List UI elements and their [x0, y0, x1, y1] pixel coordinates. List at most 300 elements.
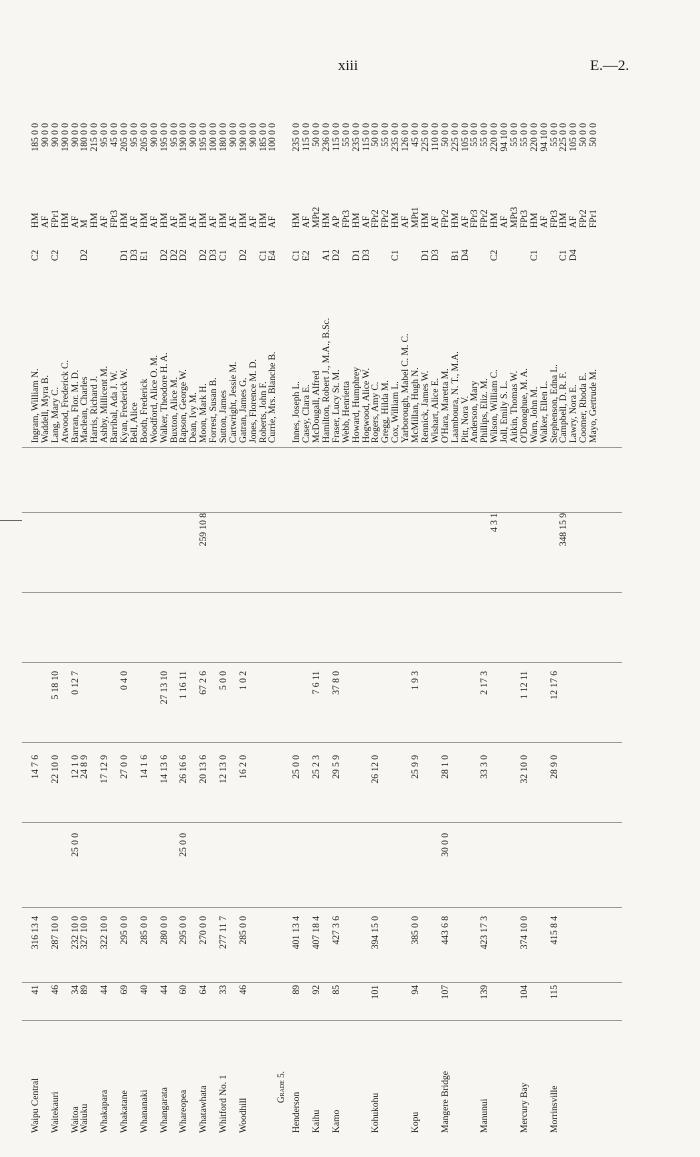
position-class: FPt3 [549, 210, 560, 228]
school-name: Whakapara [100, 1089, 111, 1133]
salary: 55 0 0 [549, 123, 560, 147]
position-class: AF [169, 215, 180, 228]
page-number: xiii [338, 58, 359, 74]
grade-code: D2 [199, 249, 210, 261]
salary: 180 0 0 [80, 123, 91, 152]
amount-c: 26 16 6 [179, 755, 190, 784]
amount-a: 322 10 0 [100, 916, 111, 950]
salary: 115 0 0 [361, 123, 372, 152]
position-class: AP [331, 215, 342, 228]
teacher-name: Campbell, D. R. F. [559, 371, 570, 443]
teacher-name: Innes, Joseph L. [292, 381, 303, 443]
school-name: Mercury Bay [519, 1082, 530, 1133]
amount-c: 17 12 9 [100, 755, 111, 784]
roll-number: 85 [331, 985, 342, 995]
amount-c: 12 1 0 [70, 755, 81, 779]
school-name: Whangarata [159, 1087, 170, 1133]
salary: 115 0 0 [302, 123, 313, 152]
amount-a: 407 18 4 [312, 916, 323, 950]
amount-d: 1 12 11 [519, 671, 530, 700]
roll-number: 46 [238, 985, 249, 995]
grade-code: D1 [351, 249, 362, 261]
position-class: AF [100, 215, 111, 228]
position-class: HM [450, 212, 461, 228]
salary: 205 0 0 [139, 123, 150, 152]
amount-a: 327 10 0 [80, 916, 91, 950]
teacher-name: Buxton, Alice M. [169, 377, 180, 443]
grade-code: D3 [430, 249, 441, 261]
amount-a: 443 6 8 [440, 916, 451, 945]
salary: 235 0 0 [391, 123, 402, 152]
position-class: AF [361, 215, 372, 228]
position-class: AF [539, 215, 550, 228]
carried-amount: 4 3 1 [490, 513, 501, 532]
grade-code: E4 [268, 250, 279, 261]
salary: 45 0 0 [411, 123, 422, 147]
position-class: HM [159, 212, 170, 228]
salary: 220 0 0 [490, 123, 501, 152]
teacher-name: Ingram, William N. [31, 368, 41, 443]
salary: 236 0 0 [322, 123, 332, 152]
roll-number: 139 [480, 985, 491, 1000]
roll-number: 104 [519, 985, 530, 1000]
teacher-name: Pitt, Nora V. [460, 395, 471, 443]
teacher-name: Maclean, Charles [80, 376, 91, 443]
teacher-name: Bell, Alice [129, 402, 140, 443]
grade-code: D3 [129, 249, 140, 261]
teacher-name: Walker, Theodore H. A. [159, 352, 170, 443]
teacher-name: Woodford, Alice O. M. [149, 355, 160, 443]
position-class: HM [529, 212, 540, 228]
grade-code: D2 [169, 249, 180, 261]
teacher-name: McMillan, Hugh N. [411, 367, 422, 443]
amount-d: 0 4 0 [120, 671, 131, 690]
salary: 190 0 0 [238, 123, 249, 152]
column-rule [22, 592, 622, 593]
salary: 90 0 0 [149, 123, 160, 147]
salary: 90 0 0 [50, 123, 61, 147]
teacher-name: O'Hara, Maretta M. [440, 368, 451, 443]
document-reference: E.—2. [590, 58, 630, 74]
roll-number: 89 [80, 985, 91, 995]
teacher-name: Lawry, Nora E. [569, 384, 580, 443]
salary: 55 0 0 [381, 123, 392, 147]
teacher-name: Currie, Mrs. Blanche B. [268, 351, 279, 443]
teacher-name: Rogers, Amy C. [371, 381, 382, 443]
amount-a: 295 0 0 [179, 916, 190, 945]
grade-code: C2 [50, 249, 61, 261]
position-class: HM [420, 212, 431, 228]
salary: 185 0 0 [31, 123, 41, 152]
salary: 180 0 0 [218, 123, 229, 152]
grade-code: E2 [302, 250, 313, 261]
carried-amount: 259 10 8 [199, 513, 210, 547]
teacher-name: Sutton, James [218, 390, 229, 443]
teacher-name: Stephenson, Edna L. [549, 364, 560, 443]
position-class: FPr2 [371, 209, 382, 228]
position-class: FPr3 [470, 209, 481, 228]
teacher-name: Moon, Mark H. [199, 383, 210, 443]
school-name: Henderson [292, 1091, 303, 1133]
grade-code: D4 [460, 249, 471, 261]
amount-d: 1 0 2 [238, 671, 249, 690]
amount-a: 285 0 0 [139, 916, 150, 945]
amount-d: 5 0 0 [218, 671, 229, 690]
grade-code: C1 [292, 249, 303, 261]
column-rule [22, 447, 622, 448]
teacher-name: Gregg, Hilda M. [381, 380, 392, 443]
position-class: HM [490, 212, 501, 228]
school-name: Mangere Bridge [440, 1071, 451, 1133]
teacher-name: Joll, Emily S. L. [500, 380, 511, 443]
salary: 235 0 0 [351, 123, 362, 152]
salary: 50 0 0 [440, 123, 451, 147]
school-name: Waipu Central [31, 1078, 41, 1133]
teacher-name: Laamboura, N. T., M.A. [450, 351, 461, 443]
teacher-name: Wishart, Alice E. [430, 377, 441, 443]
grade-code: C1 [258, 249, 269, 261]
teacher-name: Howard, Humphrey [351, 367, 362, 443]
position-class: AF [129, 215, 140, 228]
position-class: HM [120, 212, 131, 228]
table-row [265, 93, 281, 1133]
amount-a: 401 13 4 [292, 916, 303, 950]
position-class: HM [139, 212, 150, 228]
roll-number: 46 [50, 985, 61, 995]
salary: 205 0 0 [120, 123, 131, 152]
teacher-name: Forrest, Susan B. [209, 377, 220, 443]
amount-a: 415 8 4 [549, 916, 560, 945]
roll-number: 101 [371, 985, 382, 1000]
salary: 50 0 0 [589, 123, 600, 147]
grade-code: C2 [490, 249, 501, 261]
teacher-name: Rapson, George W. [179, 369, 190, 443]
salary: 94 10 0 [500, 123, 511, 152]
teacher-name: Harris, Richard J. [90, 375, 101, 443]
school-name: Manunui [480, 1098, 491, 1133]
teacher-name: Atwood, Frederick C. [60, 360, 71, 443]
position-class: HM [179, 212, 190, 228]
position-class: FPt3 [110, 210, 121, 228]
school-name: Waitoa [70, 1106, 81, 1133]
position-class: FPr2 [381, 209, 392, 228]
roll-number: 69 [120, 985, 131, 995]
amount-c: 14 1 6 [139, 755, 150, 779]
position-class: AF [500, 215, 511, 228]
salary: 50 0 0 [312, 123, 323, 147]
position-class: AF [268, 215, 279, 228]
teacher-name: Webb, Henrietta [341, 380, 352, 443]
position-class: HM [351, 212, 362, 228]
amount-a: 427 3 6 [331, 916, 342, 945]
position-class: AF [401, 215, 412, 228]
roll-number: 115 [549, 985, 560, 999]
salary: 235 0 0 [292, 123, 303, 152]
teacher-name: Casey, Clara E. [302, 384, 313, 443]
teacher-name: O'Donoghue, M. A. [519, 368, 530, 443]
position-class: HM [559, 212, 570, 228]
salary: 55 0 0 [480, 123, 491, 147]
amount-c: 28 9 0 [549, 755, 560, 779]
amount-c: 12 13 0 [218, 755, 229, 784]
teacher-name: Wilson, William C. [490, 369, 501, 443]
salary: 225 0 0 [559, 123, 570, 152]
roll-number: 94 [411, 985, 422, 995]
amount-c: 25 9 9 [411, 755, 422, 779]
roll-number: 44 [159, 985, 170, 995]
teacher-name: Gatran, James G. [238, 377, 249, 443]
grade-code: D2 [331, 249, 342, 261]
amount-a: 423 17 3 [480, 916, 491, 950]
grade-code: D4 [569, 249, 580, 261]
amount-d: 0 12 7 [70, 671, 81, 695]
salary: 195 0 0 [199, 123, 210, 152]
teacher-name: Hogwood, Alice W. [361, 368, 372, 443]
grade-code: D3 [209, 249, 220, 261]
teacher-name: Barribal, Ada J. W. [110, 370, 121, 443]
position-class: FPr1 [50, 209, 61, 228]
amount-c: 28 1 0 [440, 755, 451, 779]
amount-c: 25 0 0 [292, 755, 303, 779]
teacher-name: Warn, John M. [529, 386, 540, 443]
teacher-name: Walker, Ellen L. [539, 380, 550, 443]
position-class: FPr2 [440, 209, 451, 228]
roll-number: 40 [139, 985, 150, 995]
amount-c: 14 7 6 [31, 755, 41, 779]
amount-c: 25 2 3 [312, 755, 323, 779]
teacher-name: Anderson, Mary [470, 380, 481, 443]
column-rule [22, 907, 622, 908]
roll-number: 41 [31, 985, 41, 995]
amount-a: 394 15 0 [371, 916, 382, 950]
amount-c: 33 3 0 [480, 755, 491, 779]
grade-code: C2 [31, 249, 41, 261]
amount-b: 25 0 0 [70, 833, 81, 857]
salary: 190 0 0 [60, 123, 71, 152]
school-name: Whananaki [139, 1089, 150, 1133]
amount-a: 232 10 0 [70, 916, 81, 950]
school-name: Whakatane [120, 1090, 131, 1133]
teacher-name: Rennick, James W. [420, 370, 431, 443]
salary: 90 0 0 [228, 123, 239, 147]
teacher-name: Barran, Flor. M. D. [70, 369, 81, 443]
teacher-name: Jones, Florence M. D. [248, 359, 259, 443]
position-class: AF [569, 215, 580, 228]
salary: 95 0 0 [169, 123, 180, 147]
grade-code: D2 [238, 249, 249, 261]
amount-d: 12 17 6 [549, 671, 560, 700]
school-name: Whareopea [179, 1089, 190, 1133]
teacher-name: Yarborough, Mabel C. M. C. [401, 333, 412, 443]
grade-code: D1 [420, 249, 431, 261]
amount-b: 30 0 0 [440, 833, 451, 857]
position-class: HM [292, 212, 303, 228]
salary: 90 0 0 [40, 123, 51, 147]
salary: 190 0 0 [179, 123, 190, 152]
amount-c: 20 13 6 [199, 755, 210, 784]
grade-code: D1 [120, 249, 131, 261]
school-name: Waitekauri [50, 1091, 61, 1133]
roll-number: 64 [199, 985, 210, 995]
position-class: AF [70, 215, 81, 228]
roll-number: 89 [292, 985, 303, 995]
position-class: FPt3 [519, 210, 530, 228]
roll-number: 92 [312, 985, 323, 995]
column-rule [22, 512, 622, 513]
grade-code: E1 [139, 250, 150, 261]
grade-code: B1 [450, 249, 461, 261]
school-name: Kohukohu [371, 1092, 382, 1133]
amount-c: 29 5 9 [331, 755, 342, 779]
school-name: Morrinsville [549, 1085, 560, 1133]
position-class: AF [40, 215, 51, 228]
amount-c: 16 2 0 [238, 755, 249, 779]
position-class: HM [391, 212, 402, 228]
salary: 50 0 0 [371, 123, 382, 147]
amount-a: 285 0 0 [238, 916, 249, 945]
amount-c: 27 0 0 [120, 755, 131, 779]
grade-code: D2 [179, 249, 190, 261]
salary: 45 0 0 [110, 123, 121, 147]
grade-code: C1 [218, 249, 229, 261]
position-class: M [80, 219, 91, 228]
amount-a: 374 10 0 [519, 916, 530, 950]
position-class: AF [228, 215, 239, 228]
salary: 55 0 0 [470, 123, 481, 147]
position-class: MPt2 [312, 206, 323, 228]
position-class: HM [218, 212, 229, 228]
teacher-name: Fraser, Lucy St. M. [331, 369, 342, 443]
position-class: MPt1 [411, 206, 422, 228]
roll-number: 60 [179, 985, 190, 995]
teacher-name: Ashby, Millicent M. [100, 366, 111, 443]
amount-a: 295 0 0 [120, 916, 131, 945]
position-class: FPr2 [480, 209, 491, 228]
amount-a: 280 0 0 [159, 916, 170, 945]
grade-code: C1 [559, 249, 570, 261]
position-class: AF [189, 215, 200, 228]
roll-number: 44 [100, 985, 111, 995]
position-class: HM [60, 212, 71, 228]
position-class: HM [322, 212, 332, 228]
salary: 55 0 0 [341, 123, 352, 147]
amount-d: 5 18 10 [50, 671, 61, 700]
teacher-name: Phillips, Eliz. M. [480, 378, 491, 443]
salary: 100 0 0 [268, 123, 279, 152]
teacher-name: Mayo, Gertrude M. [589, 369, 600, 443]
teacher-name: Coomer, Rhoda E. [579, 372, 590, 443]
column-rule [22, 1020, 622, 1021]
salary: 105 0 0 [569, 123, 580, 152]
roll-number: 107 [440, 985, 451, 1000]
salary-table [22, 93, 662, 1133]
column-rule [22, 742, 622, 743]
amount-a: 277 11 7 [218, 916, 229, 949]
amount-b: 25 0 0 [179, 833, 190, 857]
teacher-name: Lang, Mary C. [50, 387, 61, 443]
position-class: AF [302, 215, 313, 228]
salary: 95 0 0 [129, 123, 140, 147]
position-class: HM [258, 212, 269, 228]
roll-number: 33 [218, 985, 229, 995]
teacher-name: Hamilton, Robert J., M.A., B.Sc. [322, 317, 332, 443]
salary: 100 0 0 [209, 123, 220, 152]
position-class: AF [149, 215, 160, 228]
amount-d: 37 8 0 [331, 671, 342, 695]
school-name: Woodhill [238, 1097, 249, 1133]
teacher-name: Roberts, John F. [258, 381, 269, 443]
position-class: HM [199, 212, 210, 228]
amount-a: 385 0 0 [411, 916, 422, 945]
teacher-name: Aitkin, Thomas W. [509, 370, 520, 443]
amount-d: 1 9 3 [411, 671, 422, 690]
amount-d: 67 2 6 [199, 671, 210, 695]
amount-c: 32 10 0 [519, 755, 530, 784]
grade-code: C1 [391, 249, 402, 261]
amount-a: 316 13 4 [31, 916, 41, 950]
amount-c: 14 13 6 [159, 755, 170, 784]
salary: 50 0 0 [579, 123, 590, 147]
teacher-name: Waddell, Myra B. [40, 375, 51, 443]
salary: 126 0 0 [401, 123, 412, 152]
amount-d: 2 17 3 [480, 671, 491, 695]
salary: 225 0 0 [420, 123, 431, 152]
salary: 185 0 0 [258, 123, 269, 152]
salary: 105 0 0 [460, 123, 471, 152]
grade-heading: Grade 5. [276, 1071, 287, 1103]
position-class: HM [238, 212, 249, 228]
position-class: HM [31, 212, 41, 228]
position-class: FPr2 [579, 209, 590, 228]
salary: 225 0 0 [450, 123, 461, 152]
salary: 115 0 0 [331, 123, 342, 152]
position-class: AF [430, 215, 441, 228]
column-rule [22, 662, 622, 663]
grade-code: D2 [159, 249, 170, 261]
position-class: AF [248, 215, 259, 228]
salary: 195 0 0 [159, 123, 170, 152]
teacher-name: Booth, Frederick [139, 378, 150, 443]
school-name: Whatawhata [199, 1085, 210, 1133]
salary: 90 0 0 [70, 123, 81, 147]
amount-c: 26 12 0 [371, 755, 382, 784]
teacher-name: Cartwright, Jessie M. [228, 361, 239, 443]
position-class: AF [209, 215, 220, 228]
salary: 94 10 0 [539, 123, 550, 152]
salary: 90 0 0 [248, 123, 259, 147]
school-name: Whitford No. 1 [218, 1074, 229, 1133]
position-class: FPt3 [341, 210, 352, 228]
school-name: Waiuku [80, 1103, 91, 1133]
salary: 215 0 0 [90, 123, 101, 152]
grade-code: D3 [361, 249, 372, 261]
position-class: AF [460, 215, 471, 228]
position-class: MPt3 [509, 206, 520, 228]
teacher-name: McDougall, Alfred [312, 370, 323, 443]
roll-number: 34 [70, 985, 81, 995]
salary: 55 0 0 [519, 123, 530, 147]
salary: 95 0 0 [100, 123, 111, 147]
school-name: Kamo [331, 1109, 342, 1133]
column-rule [22, 822, 622, 823]
amount-d: 27 13 10 [159, 671, 170, 705]
grade-code: C1 [529, 249, 540, 261]
salary: 90 0 0 [189, 123, 200, 147]
grade-code: A1 [322, 249, 332, 261]
salary: 110 0 0 [430, 123, 441, 152]
amount-a: 287 10 0 [50, 916, 61, 950]
amount-c: 22 10 0 [50, 755, 61, 784]
